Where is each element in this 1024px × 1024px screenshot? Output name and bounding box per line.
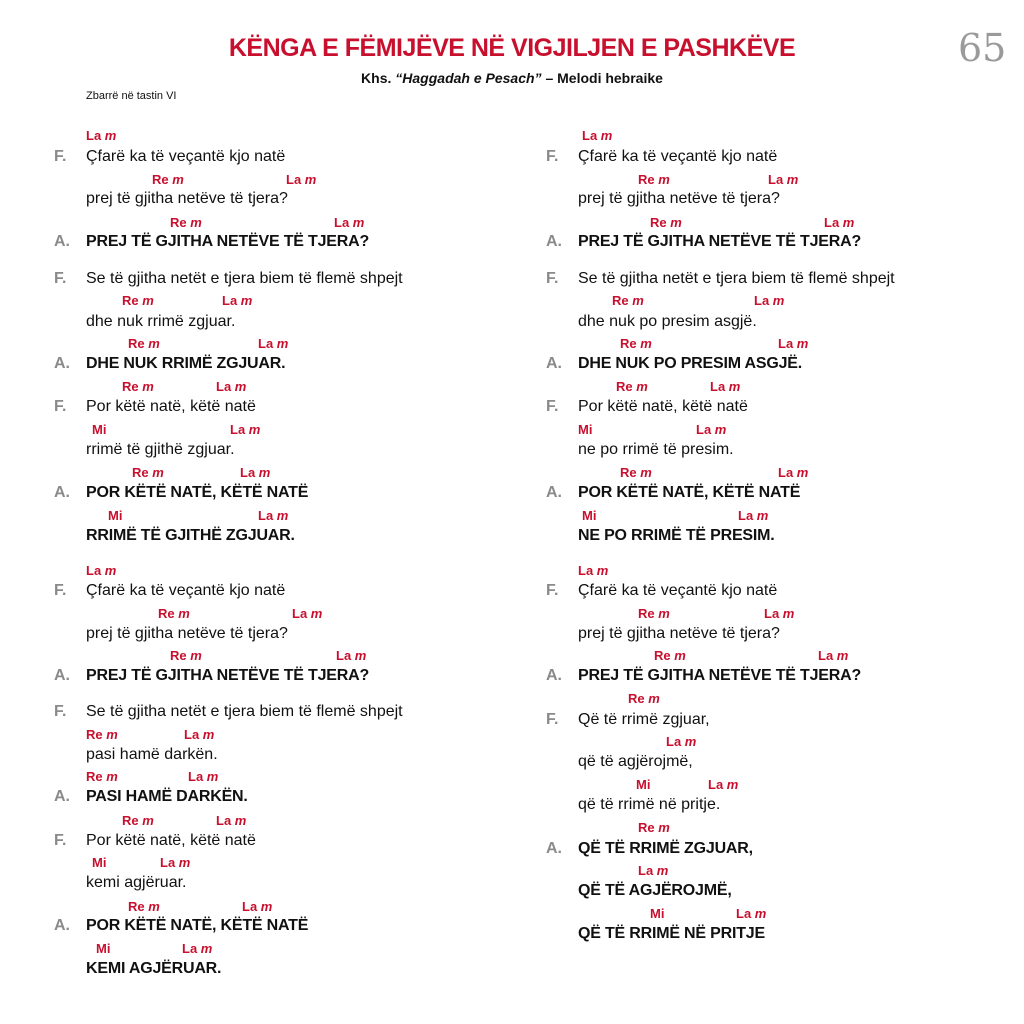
chord-root: La bbox=[754, 293, 773, 308]
chord-minor-mark: m bbox=[142, 813, 154, 828]
chord-root: La bbox=[188, 769, 207, 784]
chord-la-minor bbox=[638, 863, 668, 878]
chord-root: Re bbox=[132, 465, 153, 480]
chord-mi: Mi bbox=[96, 941, 111, 956]
chord-root: Re bbox=[650, 215, 671, 230]
chord-re-minor bbox=[132, 465, 164, 480]
lyric-line: pasi hamë darkën. bbox=[86, 746, 218, 763]
chord-re-minor bbox=[654, 648, 686, 663]
chord-minor-mark: m bbox=[684, 734, 697, 749]
chord-mi: Mi bbox=[92, 422, 107, 437]
chord-minor-mark: m bbox=[640, 465, 652, 480]
chord-minor-mark: m bbox=[842, 215, 855, 230]
chord-la-minor bbox=[778, 336, 808, 351]
chord-mi: Mi bbox=[92, 855, 107, 870]
lyric-line-response: POR KËTË NATË, KËTË NATË bbox=[86, 917, 309, 934]
chord-re-minor bbox=[152, 172, 184, 187]
chord-la-minor bbox=[230, 422, 260, 437]
lyric-line: prej të gjitha netëve të tjera? bbox=[578, 625, 780, 642]
chord-minor-mark: m bbox=[836, 648, 849, 663]
chord-root: Re bbox=[122, 379, 143, 394]
voice-marker-children: F. bbox=[54, 148, 67, 165]
chord-minor-mark: m bbox=[782, 606, 795, 621]
chord-minor-mark: m bbox=[756, 508, 769, 523]
chord-root: La bbox=[768, 172, 787, 187]
chord-minor-mark: m bbox=[786, 172, 799, 187]
chord-re-minor bbox=[122, 813, 154, 828]
chord-root: La bbox=[292, 606, 311, 621]
chord-minor-mark: m bbox=[106, 769, 118, 784]
chord-root: La bbox=[666, 734, 685, 749]
voice-marker-all: A. bbox=[54, 233, 70, 250]
chord-la-minor bbox=[768, 172, 798, 187]
chord-root: Re bbox=[86, 727, 107, 742]
chord-minor-mark: m bbox=[234, 379, 247, 394]
voice-marker-all: A. bbox=[54, 355, 70, 372]
chord-la-minor bbox=[216, 379, 246, 394]
chord-la-minor bbox=[824, 215, 854, 230]
chord-minor-mark: m bbox=[104, 563, 117, 578]
lyric-line-response: PREJ TË GJITHA NETËVE TË TJERA? bbox=[86, 667, 370, 684]
page-number: 65 bbox=[958, 26, 1007, 70]
lyric-line: dhe nuk po presim asgjë. bbox=[578, 313, 757, 330]
chord-minor-mark: m bbox=[636, 379, 648, 394]
chord-minor-mark: m bbox=[142, 379, 154, 394]
chord-minor-mark: m bbox=[656, 863, 669, 878]
chord-root: La bbox=[86, 128, 105, 143]
song-subtitle bbox=[0, 70, 1024, 86]
lyric-line: Se të gjitha netët e tjera biem të flemë shpejt bbox=[86, 270, 403, 287]
lyric-line-response: PREJ TË GJITHA NETËVE TË TJERA? bbox=[578, 233, 862, 250]
chord-root: Re bbox=[158, 606, 179, 621]
lyric-line: që të rrimë në pritje. bbox=[578, 796, 721, 813]
chord-la-minor bbox=[86, 563, 116, 578]
chord-root: Re bbox=[638, 172, 659, 187]
chord-re-minor bbox=[650, 215, 682, 230]
lyric-line-response: RRIMË TË GJITHË ZGJUAR. bbox=[86, 527, 295, 544]
chord-root: Re bbox=[86, 769, 107, 784]
lyric-line-response: KEMI AGJËRUAR. bbox=[86, 960, 222, 977]
chord-root: La bbox=[86, 563, 105, 578]
chord-minor-mark: m bbox=[148, 899, 160, 914]
lyric-line: prej të gjitha netëve të tjera? bbox=[578, 190, 780, 207]
chord-minor-mark: m bbox=[658, 172, 670, 187]
chord-minor-mark: m bbox=[640, 336, 652, 351]
lyric-line: prej të gjitha netëve të tjera? bbox=[86, 625, 288, 642]
lyric-line: Por këtë natë, këtë natë bbox=[86, 398, 256, 415]
lyric-line: Çfarë ka të veçantë kjo natë bbox=[86, 148, 286, 165]
chord-la-minor bbox=[286, 172, 316, 187]
chord-minor-mark: m bbox=[190, 215, 202, 230]
chord-re-minor bbox=[86, 727, 118, 742]
chord-root: La bbox=[778, 465, 797, 480]
voice-marker-children: F. bbox=[54, 703, 67, 720]
chord-la-minor bbox=[778, 465, 808, 480]
chord-root: Re bbox=[620, 336, 641, 351]
chord-minor-mark: m bbox=[206, 769, 219, 784]
chord-root: La bbox=[764, 606, 783, 621]
chord-re-minor bbox=[170, 215, 202, 230]
lyric-line-response: POR KËTË NATË, KËTË NATË bbox=[578, 484, 801, 501]
chord-minor-mark: m bbox=[258, 465, 271, 480]
chord-mi: Mi bbox=[650, 906, 665, 921]
chord-minor-mark: m bbox=[240, 293, 253, 308]
chord-minor-mark: m bbox=[190, 648, 202, 663]
voice-marker-children: F. bbox=[546, 711, 559, 728]
chord-re-minor bbox=[128, 899, 160, 914]
chord-la-minor bbox=[736, 906, 766, 921]
lyric-line-response: PREJ TË GJITHA NETËVE TË TJERA? bbox=[578, 667, 862, 684]
chord-minor-mark: m bbox=[152, 465, 164, 480]
chord-root: La bbox=[240, 465, 259, 480]
lyric-line: kemi agjëruar. bbox=[86, 874, 187, 891]
chord-re-minor bbox=[638, 172, 670, 187]
lyric-line: Çfarë ka të veçantë kjo natë bbox=[578, 582, 778, 599]
lyric-line: Se të gjitha netët e tjera biem të flemë shpejt bbox=[578, 270, 895, 287]
chord-re-minor bbox=[612, 293, 644, 308]
chord-re-minor bbox=[128, 336, 160, 351]
chord-la-minor bbox=[582, 128, 612, 143]
chord-la-minor bbox=[738, 508, 768, 523]
chord-la-minor bbox=[242, 899, 272, 914]
chord-root: Re bbox=[170, 215, 191, 230]
chord-la-minor bbox=[696, 422, 726, 437]
chord-root: La bbox=[818, 648, 837, 663]
lyric-line: ne po rrimë të presim. bbox=[578, 441, 734, 458]
lyric-line-response: QË TË RRIMË ZGJUAR, bbox=[578, 840, 753, 857]
chord-minor-mark: m bbox=[178, 855, 191, 870]
chord-minor-mark: m bbox=[260, 899, 273, 914]
chord-root: Re bbox=[654, 648, 675, 663]
chord-minor-mark: m bbox=[796, 336, 809, 351]
lyric-line: prej të gjitha netëve të tjera? bbox=[86, 190, 288, 207]
chord-minor-mark: m bbox=[248, 422, 261, 437]
chord-re-minor bbox=[620, 465, 652, 480]
chord-root: La bbox=[230, 422, 249, 437]
voice-marker-children: F. bbox=[546, 270, 559, 287]
chord-minor-mark: m bbox=[674, 648, 686, 663]
chord-la-minor bbox=[222, 293, 252, 308]
chord-mi: Mi bbox=[582, 508, 597, 523]
lyric-line-response: QË TË AGJËROJMË, bbox=[578, 882, 732, 899]
chord-la-minor bbox=[184, 727, 214, 742]
chord-root: Re bbox=[128, 899, 149, 914]
chord-minor-mark: m bbox=[354, 648, 367, 663]
lyric-line: që të agjërojmë, bbox=[578, 753, 693, 770]
subtitle-source: “Haggadah e Pesach” bbox=[395, 70, 542, 86]
chord-minor-mark: m bbox=[104, 128, 117, 143]
chord-mi: Mi bbox=[108, 508, 123, 523]
voice-marker-children: F. bbox=[54, 270, 67, 287]
chord-root: Re bbox=[638, 606, 659, 621]
chord-root: Re bbox=[122, 293, 143, 308]
chord-minor-mark: m bbox=[796, 465, 809, 480]
chord-root: Re bbox=[620, 465, 641, 480]
chord-la-minor bbox=[258, 508, 288, 523]
chord-minor-mark: m bbox=[142, 293, 154, 308]
chord-root: Re bbox=[152, 172, 173, 187]
chord-root: La bbox=[216, 813, 235, 828]
chord-root: La bbox=[738, 508, 757, 523]
chord-minor-mark: m bbox=[148, 336, 160, 351]
lyric-line: Që të rrimë zgjuar, bbox=[578, 711, 710, 728]
chord-root: La bbox=[710, 379, 729, 394]
lyric-line: Çfarë ka të veçantë kjo natë bbox=[578, 148, 778, 165]
chord-re-minor bbox=[122, 293, 154, 308]
chord-root: La bbox=[736, 906, 755, 921]
chord-minor-mark: m bbox=[728, 379, 741, 394]
chord-minor-mark: m bbox=[632, 293, 644, 308]
lyric-line: Çfarë ka të veçantë kjo natë bbox=[86, 582, 286, 599]
chord-root: La bbox=[638, 863, 657, 878]
chord-re-minor bbox=[620, 336, 652, 351]
chord-minor-mark: m bbox=[648, 691, 660, 706]
chord-minor-mark: m bbox=[202, 727, 215, 742]
lyric-line: Por këtë natë, këtë natë bbox=[86, 832, 256, 849]
chord-root: La bbox=[182, 941, 201, 956]
chord-minor-mark: m bbox=[172, 172, 184, 187]
chord-root: Re bbox=[616, 379, 637, 394]
chord-la-minor bbox=[336, 648, 366, 663]
chord-la-minor bbox=[182, 941, 212, 956]
chord-la-minor bbox=[258, 336, 288, 351]
chord-root: La bbox=[286, 172, 305, 187]
chord-root: La bbox=[696, 422, 715, 437]
chord-minor-mark: m bbox=[596, 563, 609, 578]
chord-la-minor bbox=[188, 769, 218, 784]
chord-root: Re bbox=[170, 648, 191, 663]
chord-re-minor bbox=[122, 379, 154, 394]
voice-marker-all: A. bbox=[546, 667, 562, 684]
chord-re-minor bbox=[170, 648, 202, 663]
capo-note: Zbarrë në tastin VI bbox=[86, 90, 177, 102]
chord-root: La bbox=[708, 777, 727, 792]
lyric-line-response: PREJ TË GJITHA NETËVE TË TJERA? bbox=[86, 233, 370, 250]
voice-marker-children: F. bbox=[54, 398, 67, 415]
chord-mi: Mi bbox=[578, 422, 593, 437]
chord-la-minor bbox=[666, 734, 696, 749]
chord-la-minor bbox=[292, 606, 322, 621]
chord-minor-mark: m bbox=[106, 727, 118, 742]
chord-root: Re bbox=[612, 293, 633, 308]
lyric-line-response: PASI HAMË DARKËN. bbox=[86, 788, 248, 805]
chord-minor-mark: m bbox=[726, 777, 739, 792]
voice-marker-all: A. bbox=[546, 233, 562, 250]
chord-root: La bbox=[778, 336, 797, 351]
chord-root: La bbox=[184, 727, 203, 742]
chord-la-minor bbox=[710, 379, 740, 394]
chord-root: La bbox=[242, 899, 261, 914]
voice-marker-children: F. bbox=[546, 148, 559, 165]
chord-minor-mark: m bbox=[670, 215, 682, 230]
chord-minor-mark: m bbox=[658, 606, 670, 621]
chord-la-minor bbox=[240, 465, 270, 480]
chord-re-minor bbox=[638, 820, 670, 835]
song-title: KËNGA E FËMIJËVE NË VIGJILJEN E PASHKËVE bbox=[228, 34, 796, 62]
chord-minor-mark: m bbox=[772, 293, 785, 308]
lyric-line: Se të gjitha netët e tjera biem të flemë shpejt bbox=[86, 703, 403, 720]
voice-marker-all: A. bbox=[546, 840, 562, 857]
chord-minor-mark: m bbox=[600, 128, 613, 143]
chord-minor-mark: m bbox=[234, 813, 247, 828]
chord-minor-mark: m bbox=[178, 606, 190, 621]
chord-re-minor bbox=[628, 691, 660, 706]
voice-marker-children: F. bbox=[54, 582, 67, 599]
subtitle-prefix: Khs. bbox=[361, 70, 396, 86]
chord-minor-mark: m bbox=[310, 606, 323, 621]
chord-la-minor bbox=[818, 648, 848, 663]
chord-root: Re bbox=[628, 691, 649, 706]
voice-marker-children: F. bbox=[546, 582, 559, 599]
lyric-line: rrimë të gjithë zgjuar. bbox=[86, 441, 235, 458]
chord-re-minor bbox=[616, 379, 648, 394]
voice-marker-children: F. bbox=[54, 832, 67, 849]
chord-minor-mark: m bbox=[304, 172, 317, 187]
chord-minor-mark: m bbox=[658, 820, 670, 835]
chord-re-minor bbox=[638, 606, 670, 621]
chord-la-minor bbox=[764, 606, 794, 621]
voice-marker-all: A. bbox=[546, 484, 562, 501]
chord-re-minor bbox=[86, 769, 118, 784]
lyric-line: dhe nuk rrimë zgjuar. bbox=[86, 313, 236, 330]
chord-la-minor bbox=[160, 855, 190, 870]
chord-minor-mark: m bbox=[754, 906, 767, 921]
lyric-line-response: NE PO RRIMË TË PRESIM. bbox=[578, 527, 775, 544]
lyric-line-response: POR KËTË NATË, KËTË NATË bbox=[86, 484, 309, 501]
chord-root: La bbox=[582, 128, 601, 143]
chord-root: La bbox=[216, 379, 235, 394]
chord-root: La bbox=[578, 563, 597, 578]
lyric-line-response: DHE NUK PO PRESIM ASGJË. bbox=[578, 355, 802, 372]
voice-marker-all: A. bbox=[54, 788, 70, 805]
voice-marker-children: F. bbox=[546, 398, 559, 415]
chord-minor-mark: m bbox=[200, 941, 213, 956]
chord-minor-mark: m bbox=[276, 336, 289, 351]
chord-root: La bbox=[258, 336, 277, 351]
chord-la-minor bbox=[578, 563, 608, 578]
chord-re-minor bbox=[158, 606, 190, 621]
chord-root: La bbox=[160, 855, 179, 870]
lyric-line-response: DHE NUK RRIMË ZGJUAR. bbox=[86, 355, 286, 372]
chord-la-minor bbox=[754, 293, 784, 308]
subtitle-melody: – Melodi hebraike bbox=[541, 70, 663, 86]
chord-root: La bbox=[336, 648, 355, 663]
voice-marker-all: A. bbox=[546, 355, 562, 372]
voice-marker-all: A. bbox=[54, 917, 70, 934]
chord-mi: Mi bbox=[636, 777, 651, 792]
chord-root: Re bbox=[122, 813, 143, 828]
chord-minor-mark: m bbox=[714, 422, 727, 437]
chord-minor-mark: m bbox=[276, 508, 289, 523]
voice-marker-all: A. bbox=[54, 484, 70, 501]
chord-root: La bbox=[334, 215, 353, 230]
chord-la-minor bbox=[86, 128, 116, 143]
chord-root: La bbox=[258, 508, 277, 523]
chord-root: La bbox=[824, 215, 843, 230]
chord-root: La bbox=[222, 293, 241, 308]
chord-minor-mark: m bbox=[352, 215, 365, 230]
chord-la-minor bbox=[216, 813, 246, 828]
chord-root: Re bbox=[128, 336, 149, 351]
voice-marker-all: A. bbox=[54, 667, 70, 684]
chord-la-minor bbox=[708, 777, 738, 792]
chord-la-minor bbox=[334, 215, 364, 230]
lyric-line-response: QË TË RRIMË NË PRITJE bbox=[578, 925, 765, 942]
chord-root: Re bbox=[638, 820, 659, 835]
lyric-line: Por këtë natë, këtë natë bbox=[578, 398, 748, 415]
